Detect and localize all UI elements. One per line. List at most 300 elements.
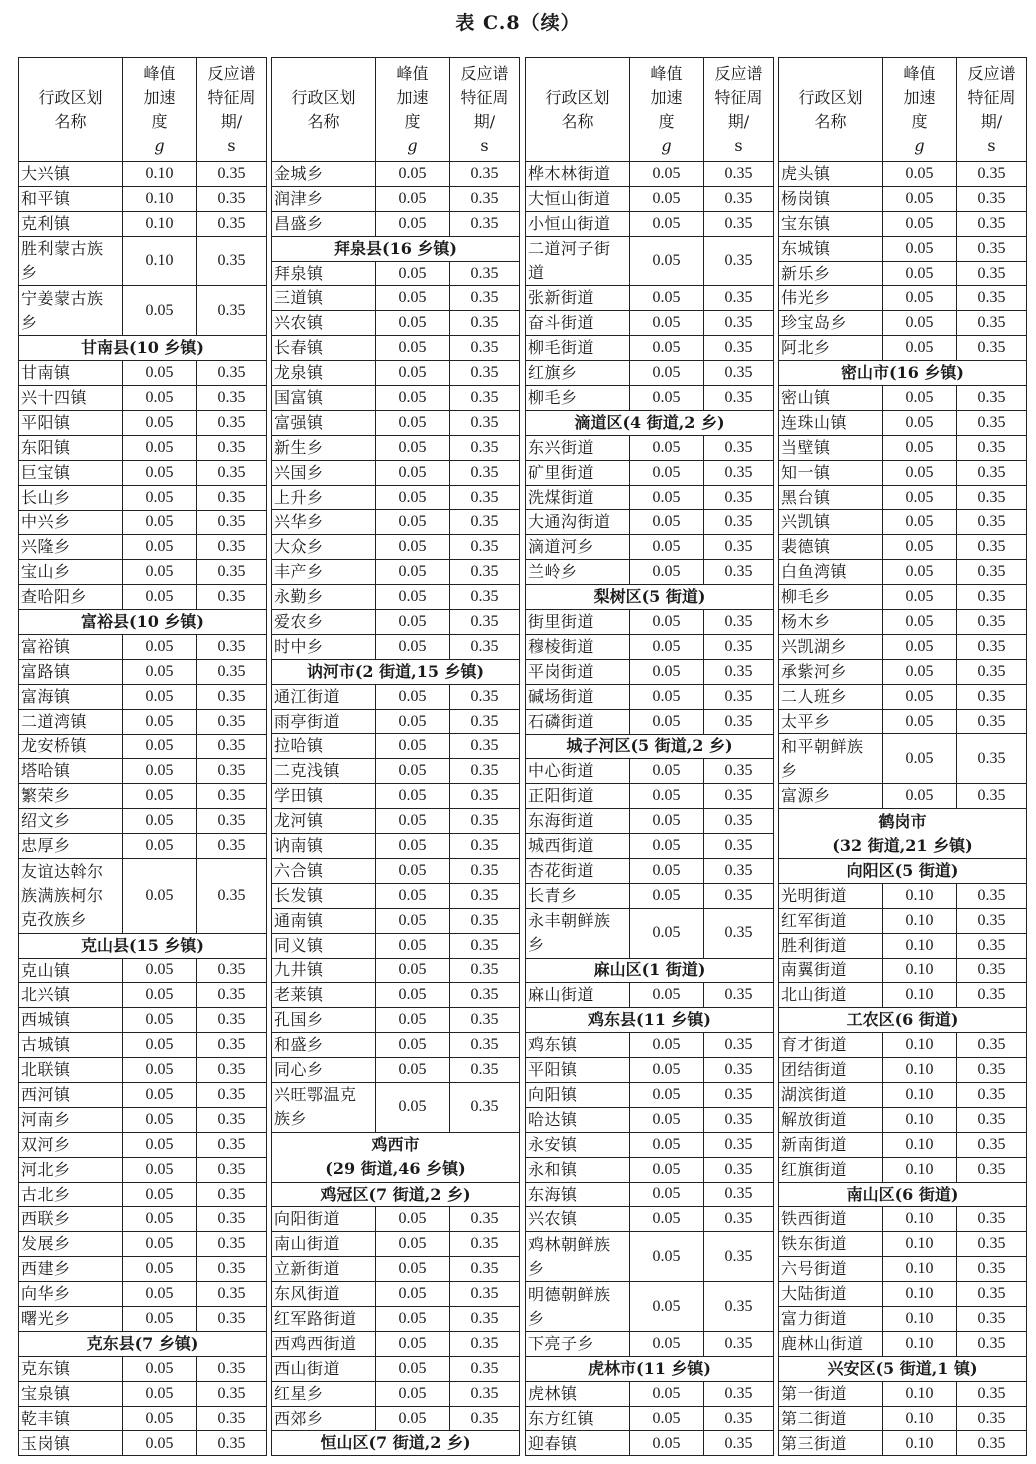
- row-period: 0.35: [977, 637, 1006, 655]
- row-pga: 0.05: [376, 1008, 450, 1032]
- row-period: 0.35: [977, 1061, 1006, 1079]
- row-pga: 0.05: [630, 834, 704, 858]
- row-pga: 0.05: [376, 784, 450, 808]
- row-name-line: 明德朝鲜族: [528, 1284, 611, 1304]
- row-name: [779, 734, 883, 783]
- row-name: 南翼街道: [779, 959, 883, 983]
- header-pga-unit: g: [407, 135, 418, 155]
- row-name-line: 乡: [781, 760, 798, 780]
- row-name: 绍文乡: [19, 809, 123, 833]
- row-name: 兰岭乡: [526, 560, 630, 584]
- table-row: [272, 809, 519, 834]
- table-row: [19, 511, 266, 536]
- table-row: [779, 436, 1026, 461]
- row-period: 0.35: [977, 189, 1006, 207]
- row-pga: 0.05: [376, 1257, 450, 1281]
- row-name: 新生乡: [272, 436, 376, 460]
- table-row: [19, 784, 266, 809]
- row-period: 0.35: [217, 1359, 246, 1377]
- row-pga: 0.05: [123, 859, 197, 933]
- row-period: 0.35: [217, 1309, 246, 1327]
- row-name: 九井镇: [272, 959, 376, 983]
- section-header: [779, 859, 1026, 884]
- row-period: 0.35: [977, 662, 1006, 680]
- row-period: 0.35: [217, 1185, 246, 1203]
- header-period: [957, 58, 1026, 161]
- row-pga: 0.10: [883, 959, 957, 983]
- row-name: [19, 286, 123, 335]
- row-name: 兴农镇: [526, 1207, 630, 1231]
- header-pga-line: 峰值: [143, 63, 176, 83]
- row-period: 0.35: [977, 1160, 1006, 1178]
- section-title: 克山县(15 乡镇): [81, 935, 204, 955]
- row-pga: 0.05: [630, 212, 704, 236]
- row-pga: 0.05: [630, 1332, 704, 1356]
- table-row: [19, 162, 266, 187]
- row-name: 玉岗镇: [19, 1431, 123, 1456]
- row-period: 0.35: [470, 1384, 499, 1402]
- row-period: 0.35: [217, 413, 246, 431]
- row-period: 0.35: [724, 1210, 753, 1228]
- row-period: 0.35: [724, 364, 753, 382]
- row-period: 0.35: [724, 438, 753, 456]
- row-name: 桦木林街道: [526, 162, 630, 186]
- row-period: 0.35: [217, 637, 246, 655]
- row-name: 育才街道: [779, 1033, 883, 1057]
- header-pga: [883, 58, 957, 161]
- row-pga: 0.05: [123, 1431, 197, 1456]
- row-period: 0.35: [217, 1110, 246, 1128]
- row-name: 二克浅镇: [272, 759, 376, 783]
- row-pga: 0.05: [883, 212, 957, 236]
- row-period: 0.35: [724, 812, 753, 830]
- row-period: 0.35: [470, 164, 499, 182]
- row-period: 0.35: [724, 1384, 753, 1402]
- row-name: 丰产乡: [272, 560, 376, 584]
- row-name: 二人班乡: [779, 685, 883, 709]
- row-pga: 0.05: [630, 884, 704, 908]
- row-pga: 0.05: [123, 436, 197, 460]
- row-period: 0.35: [470, 961, 499, 979]
- row-pga: 0.05: [376, 983, 450, 1007]
- row-name: 兴国乡: [272, 461, 376, 485]
- table-row: [19, 1307, 266, 1332]
- row-name: 国富镇: [272, 386, 376, 410]
- table-row: [19, 560, 266, 585]
- row-name: 北联镇: [19, 1058, 123, 1082]
- row-name: 小恒山街道: [526, 212, 630, 236]
- table-row: [19, 1357, 266, 1382]
- row-name: 红旗乡: [526, 361, 630, 385]
- row-period: 0.35: [470, 563, 499, 581]
- row-name: 金城乡: [272, 162, 376, 186]
- row-name: 塔哈镇: [19, 759, 123, 783]
- header-period-line: 反应谱: [460, 63, 509, 83]
- table-row: [779, 1207, 1026, 1232]
- header-period-line: 特征周: [460, 87, 509, 107]
- table-row: [272, 535, 519, 560]
- row-pga: 0.05: [883, 286, 957, 310]
- row-period: 0.35: [217, 538, 246, 556]
- table-row: [779, 884, 1026, 909]
- row-name-line: 乡: [528, 1308, 545, 1328]
- row-name: 平岗街道: [526, 660, 630, 684]
- table-row: [779, 1108, 1026, 1133]
- section-header: [779, 361, 1026, 386]
- row-name: 三道镇: [272, 286, 376, 310]
- row-period: 0.35: [217, 463, 246, 481]
- table-row: [19, 1431, 266, 1456]
- row-period: 0.35: [977, 438, 1006, 456]
- table-row: [272, 411, 519, 436]
- table-row: [526, 187, 773, 212]
- row-period: 0.35: [977, 1334, 1006, 1352]
- row-period: 0.35: [724, 1135, 753, 1153]
- row-period: 0.35: [724, 252, 753, 270]
- row-name: 鸡东镇: [526, 1033, 630, 1057]
- row-pga: 0.05: [630, 1407, 704, 1431]
- row-name: 西河镇: [19, 1083, 123, 1107]
- row-name: 昌盛乡: [272, 212, 376, 236]
- row-name: 西鸡西街道: [272, 1332, 376, 1356]
- row-name: 城西街道: [526, 834, 630, 858]
- row-period: 0.35: [470, 1409, 499, 1427]
- table-row: [272, 784, 519, 809]
- row-period: 0.35: [470, 712, 499, 730]
- row-name-line: 二道河子街: [528, 239, 611, 259]
- table-row: [272, 262, 519, 287]
- row-name: 大恒山街道: [526, 187, 630, 211]
- row-name: 大通沟街道: [526, 510, 630, 534]
- row-name: 第一街道: [779, 1382, 883, 1406]
- row-pga: 0.05: [883, 560, 957, 584]
- row-name: 长青乡: [526, 884, 630, 908]
- row-name: 老莱镇: [272, 983, 376, 1007]
- row-pga: 0.05: [123, 1108, 197, 1132]
- row-name: 红星乡: [272, 1382, 376, 1406]
- row-name: 通南镇: [272, 909, 376, 933]
- table-row: [526, 361, 773, 386]
- table-row: [272, 734, 519, 759]
- row-pga: 0.05: [376, 535, 450, 559]
- row-period: 0.35: [470, 413, 499, 431]
- row-period: 0.35: [724, 886, 753, 904]
- header-pga-line: 峰值: [396, 63, 429, 83]
- table-row: [272, 1282, 519, 1307]
- table-row: [19, 237, 266, 287]
- row-pga: 0.05: [376, 212, 450, 236]
- row-pga: 0.05: [376, 809, 450, 833]
- table-row: [19, 710, 266, 735]
- section-header: [272, 1431, 519, 1456]
- table-row: [272, 1332, 519, 1357]
- table-row: [272, 162, 519, 187]
- row-pga: 0.05: [376, 1282, 450, 1306]
- table-row: [526, 461, 773, 486]
- table-row: [779, 560, 1026, 585]
- row-period: 0.35: [724, 339, 753, 357]
- section-title: 克东县(7 乡镇): [86, 1333, 199, 1353]
- row-period: 0.35: [470, 1011, 499, 1029]
- section-header: [19, 1332, 266, 1357]
- table-row: [272, 759, 519, 784]
- table-row: [272, 834, 519, 859]
- section-title: 密山市(16 乡镇): [841, 363, 964, 383]
- row-pga: 0.05: [630, 1158, 704, 1182]
- row-name: 长春镇: [272, 336, 376, 360]
- table-row: [779, 685, 1026, 710]
- row-pga: 0.05: [630, 685, 704, 709]
- row-pga: 0.05: [123, 535, 197, 559]
- row-period: 0.35: [217, 388, 246, 406]
- row-pga: 0.05: [123, 1307, 197, 1331]
- table-row: [19, 411, 266, 436]
- table-row: [272, 461, 519, 486]
- row-name: 东风街道: [272, 1282, 376, 1306]
- row-pga: 0.05: [883, 187, 957, 211]
- row-name: 平阳镇: [19, 411, 123, 435]
- row-period: 0.35: [724, 762, 753, 780]
- table-row: [779, 1133, 1026, 1158]
- row-name: 大众乡: [272, 535, 376, 559]
- section-title: 鸡西市: [371, 1135, 420, 1155]
- section-header: [19, 336, 266, 361]
- row-pga: 0.05: [123, 1058, 197, 1082]
- table-header: [19, 58, 266, 162]
- row-pga: 0.05: [123, 1183, 197, 1207]
- row-period: 0.35: [217, 438, 246, 456]
- table-row: [272, 336, 519, 361]
- row-name: 红军路街道: [272, 1307, 376, 1331]
- row-name: [272, 1083, 376, 1132]
- table-row: [19, 1158, 266, 1183]
- table-row: [272, 361, 519, 386]
- row-name: 六合镇: [272, 859, 376, 883]
- table-row: [526, 336, 773, 361]
- row-name: 杨木乡: [779, 610, 883, 634]
- table-row: [526, 635, 773, 660]
- row-pga: 0.05: [376, 1382, 450, 1406]
- table-row: [779, 635, 1026, 660]
- row-pga: 0.05: [630, 1133, 704, 1157]
- row-period: 0.35: [724, 164, 753, 182]
- row-pga: 0.05: [883, 436, 957, 460]
- row-pga: 0.05: [376, 187, 450, 211]
- row-period: 0.35: [470, 861, 499, 879]
- table-row: [19, 585, 266, 610]
- row-name: 麻山街道: [526, 983, 630, 1007]
- header-pga: [123, 58, 197, 161]
- row-name: 古城镇: [19, 1033, 123, 1057]
- header-name: [19, 58, 123, 161]
- table-row: [19, 212, 266, 237]
- row-pga: 0.05: [883, 660, 957, 684]
- table-row: [526, 610, 773, 635]
- row-period: 0.35: [977, 1135, 1006, 1153]
- table-row: [19, 361, 266, 386]
- row-name-line: 胜利蒙古族: [21, 239, 104, 259]
- row-pga: 0.05: [376, 859, 450, 883]
- table-row: [272, 436, 519, 461]
- row-pga: 0.05: [123, 1158, 197, 1182]
- row-pga: 0.10: [883, 1033, 957, 1057]
- row-period: 0.35: [977, 687, 1006, 705]
- row-pga: 0.05: [123, 983, 197, 1007]
- row-pga: 0.05: [376, 486, 450, 510]
- row-pga: 0.10: [123, 237, 197, 286]
- table-row: [779, 1083, 1026, 1108]
- row-name-line: 乡: [528, 935, 545, 955]
- row-pga: 0.05: [123, 735, 197, 759]
- table-row: [526, 162, 773, 187]
- row-period: 0.35: [977, 749, 1006, 767]
- header-period-line: 反应谱: [207, 63, 256, 83]
- header-name-line: 名称: [814, 111, 847, 131]
- header-pga: [630, 58, 704, 161]
- row-pga: 0.05: [123, 685, 197, 709]
- row-pga: 0.05: [123, 486, 197, 510]
- table-row: [272, 286, 519, 311]
- row-name: 富海镇: [19, 685, 123, 709]
- table-row: [272, 386, 519, 411]
- row-period: 0.35: [470, 513, 499, 531]
- table-row: [526, 1033, 773, 1058]
- row-pga: 0.05: [123, 1033, 197, 1057]
- table-row: [779, 1332, 1026, 1357]
- row-period: 0.35: [470, 986, 499, 1004]
- table-row: [19, 436, 266, 461]
- header-pga-line: 度: [151, 111, 168, 131]
- row-name: 雨亭街道: [272, 710, 376, 734]
- row-name: 虎林镇: [526, 1382, 630, 1406]
- table-row: [19, 1257, 266, 1282]
- section-title: 鸡冠区(7 街道,2 乡): [320, 1184, 471, 1204]
- table-row: [19, 1282, 266, 1307]
- row-period: 0.35: [217, 252, 246, 270]
- row-period: 0.35: [470, 1098, 499, 1116]
- row-pga: 0.05: [376, 510, 450, 534]
- table-row: [272, 212, 519, 237]
- row-name-line: 永丰朝鲜族: [528, 911, 611, 931]
- row-pga: 0.05: [123, 511, 197, 535]
- section-title: 拜泉县(16 乡镇): [334, 238, 457, 258]
- row-period: 0.35: [724, 986, 753, 1004]
- row-pga: 0.05: [376, 759, 450, 783]
- row-name: 穆棱街道: [526, 635, 630, 659]
- row-period: 0.35: [470, 1309, 499, 1327]
- row-period: 0.35: [977, 612, 1006, 630]
- header-name-line: 行政区划: [545, 87, 610, 107]
- table-row: [779, 486, 1026, 511]
- row-pga: 0.05: [123, 1357, 197, 1381]
- row-pga: 0.05: [630, 1282, 704, 1331]
- table-row: [526, 1232, 773, 1282]
- row-pga: 0.05: [376, 734, 450, 758]
- row-period: 0.35: [724, 488, 753, 506]
- table-row: [526, 809, 773, 834]
- header-name-line: 行政区划: [798, 87, 863, 107]
- header-period-line: 期/: [220, 111, 243, 131]
- table-row: [526, 660, 773, 685]
- table-row: [19, 859, 266, 934]
- table-row: [19, 1207, 266, 1232]
- row-name: 承紫河乡: [779, 660, 883, 684]
- row-period: 0.35: [977, 787, 1006, 805]
- row-name: 繁荣乡: [19, 784, 123, 808]
- row-period: 0.35: [470, 1061, 499, 1078]
- row-name: 克利镇: [19, 212, 123, 236]
- table-row: [779, 311, 1026, 336]
- row-pga: 0.05: [123, 1083, 197, 1107]
- table-row: [19, 1382, 266, 1407]
- row-pga: 0.05: [376, 610, 450, 634]
- table-row: [272, 1033, 519, 1058]
- row-name: 永安镇: [526, 1133, 630, 1157]
- table-row: [779, 1158, 1026, 1183]
- row-name: 鹿林山街道: [779, 1332, 883, 1356]
- row-pga: 0.10: [883, 1431, 957, 1456]
- row-pga: 0.05: [376, 635, 450, 659]
- table-row: [779, 1033, 1026, 1058]
- header-pga-line: 度: [911, 111, 928, 131]
- row-name: 杏花街道: [526, 859, 630, 883]
- table-row: [526, 212, 773, 237]
- row-period: 0.35: [977, 1434, 1006, 1452]
- table-row: [779, 411, 1026, 436]
- table-row: [779, 535, 1026, 560]
- row-name: 克东镇: [19, 1357, 123, 1381]
- row-name: 时中乡: [272, 635, 376, 659]
- table-row: [272, 1407, 519, 1432]
- table-column-4: [778, 57, 1027, 1456]
- row-pga: 0.05: [630, 759, 704, 783]
- row-period: 0.35: [724, 189, 753, 207]
- row-pga: 0.05: [376, 834, 450, 858]
- header-period: [197, 58, 266, 161]
- table-row: [19, 1008, 266, 1033]
- row-pga: 0.05: [376, 560, 450, 584]
- row-pga: 0.05: [376, 1033, 450, 1057]
- table-row: [526, 1108, 773, 1133]
- row-pga: 0.05: [123, 1207, 197, 1231]
- table-row: [19, 1133, 266, 1158]
- row-pga: 0.05: [630, 660, 704, 684]
- row-pga: 0.05: [630, 809, 704, 833]
- header-name: [526, 58, 630, 161]
- row-period: 0.35: [977, 413, 1006, 431]
- table-row: [526, 1382, 773, 1407]
- row-pga: 0.05: [630, 510, 704, 534]
- row-period: 0.35: [470, 314, 499, 332]
- header-period-line: 反应谱: [967, 63, 1016, 83]
- row-period: 0.35: [470, 1260, 499, 1278]
- row-period: 0.35: [217, 1409, 246, 1427]
- table-row: [779, 461, 1026, 486]
- row-pga: 0.05: [123, 710, 197, 734]
- row-name: 河南乡: [19, 1108, 123, 1132]
- row-pga: 0.10: [123, 162, 197, 186]
- row-name: 查哈阳乡: [19, 585, 123, 609]
- row-name: 曙光乡: [19, 1307, 123, 1331]
- row-name: [19, 859, 123, 933]
- row-period: 0.35: [217, 1061, 246, 1079]
- row-pga: 0.10: [123, 212, 197, 236]
- row-name: 忠厚乡: [19, 834, 123, 858]
- row-period: 0.35: [977, 1309, 1006, 1327]
- row-period: 0.35: [217, 712, 246, 730]
- row-pga: 0.10: [883, 1207, 957, 1231]
- table-column-3: [525, 57, 774, 1456]
